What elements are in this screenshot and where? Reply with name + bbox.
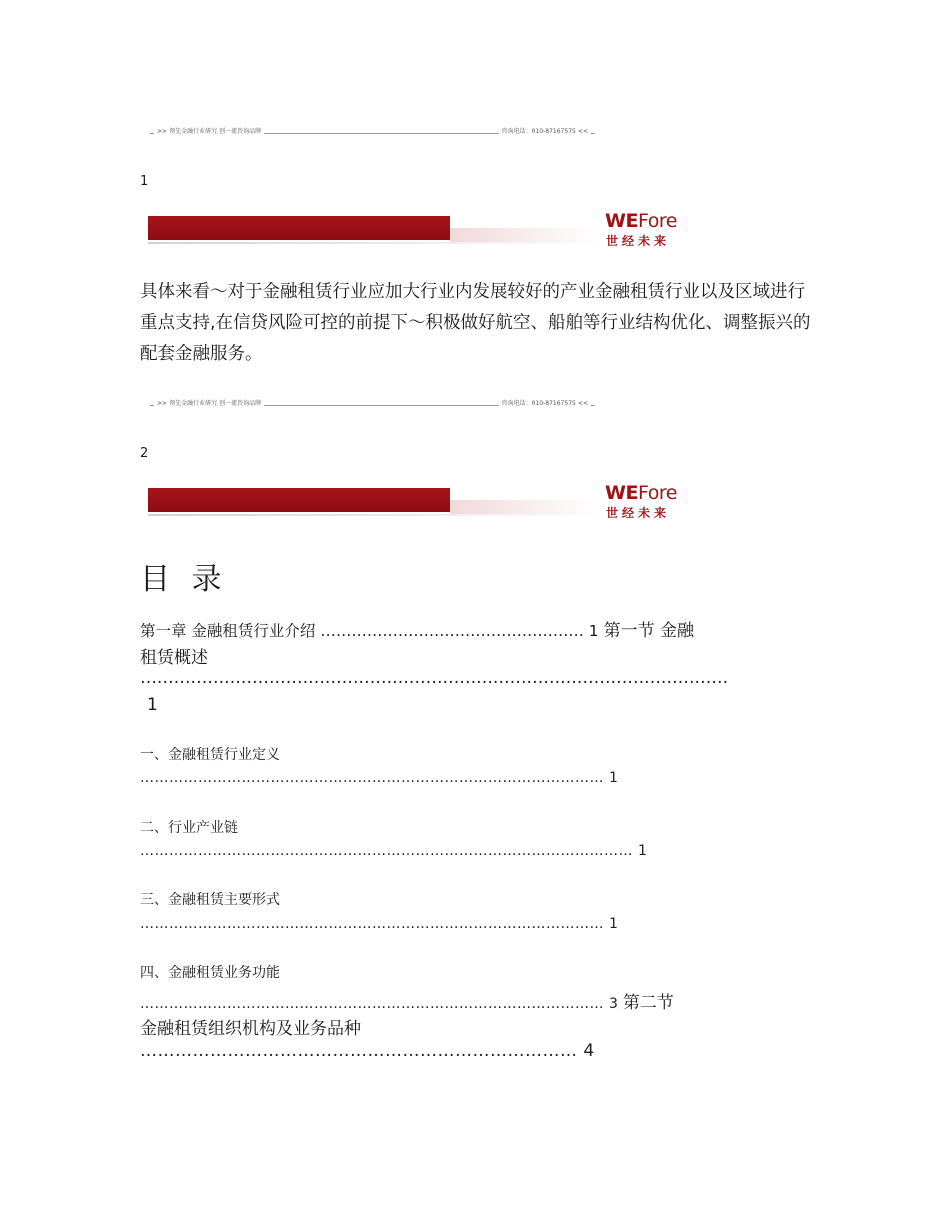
toc-leader: …………………………………………………………………………………………… (140, 668, 729, 688)
toc-title: 目 录 (140, 562, 228, 597)
toc-leader: ………………………………………………………………………………………… 1 (140, 843, 648, 859)
toc-page-number: 1 (147, 695, 158, 715)
toc-entry[interactable]: 一、金融租赁行业定义 (140, 747, 280, 763)
header-banner (145, 480, 690, 528)
toc-entry[interactable]: 四、金融租赁业务功能 (140, 965, 280, 981)
toc-entry[interactable]: 三、金融租赁主要形式 (140, 892, 280, 908)
page-number: 2 (140, 446, 149, 461)
footer-banner (150, 120, 595, 142)
weforce-logo: WEFore 世经未来 (605, 482, 677, 520)
red-bar (148, 216, 450, 240)
header-banner (145, 208, 690, 256)
toc-entry[interactable]: 金融租赁组织机构及业务品种 (140, 1019, 361, 1039)
toc-entry[interactable]: 二、行业产业链 (140, 820, 238, 836)
red-bar (148, 488, 450, 512)
toc-entry[interactable]: …………………………………………………………………………………… 3 第二节 (140, 993, 674, 1013)
page-number: 1 (140, 174, 149, 189)
body-paragraph: 具体来看～对于金融租赁行业应加大行业内发展较好的产业金融租赁行业以及区域进行重点支持,在信贷风险可控的前提下～积极做好航空、船舶等行业结构优化、调整振兴的配套金融服务。 (140, 282, 811, 364)
toc-leader: …………………………………………………………………………………… 1 (140, 770, 619, 786)
toc-entry[interactable]: 租赁概述 (140, 648, 208, 668)
chevron-left-icon: << (575, 400, 588, 407)
footer-banner: >> 领先金融行业研究 创一流咨询品牌 咨询电话：010-87167575 << (150, 392, 595, 414)
banner-left-text: >> 领先金融行业研究 创一流咨询品牌 (154, 126, 264, 135)
weforce-logo: WEFore 世经未来 (605, 210, 677, 248)
chevron-right-icon: >> (157, 400, 170, 407)
toc-entry[interactable]: 第一章 金融租赁行业介绍 …………………………………………… 1 第一节 金融 (140, 621, 694, 641)
banner-right-text: 咨询电话：010-87167575 << (499, 126, 591, 135)
toc-leader: …………………………………………………………………………………… 1 (140, 916, 619, 932)
chevron-left-icon: << (575, 128, 588, 135)
chevron-right-icon: >> (157, 128, 170, 135)
toc-leader: ………………………………………………………………… 4 (140, 1041, 595, 1061)
